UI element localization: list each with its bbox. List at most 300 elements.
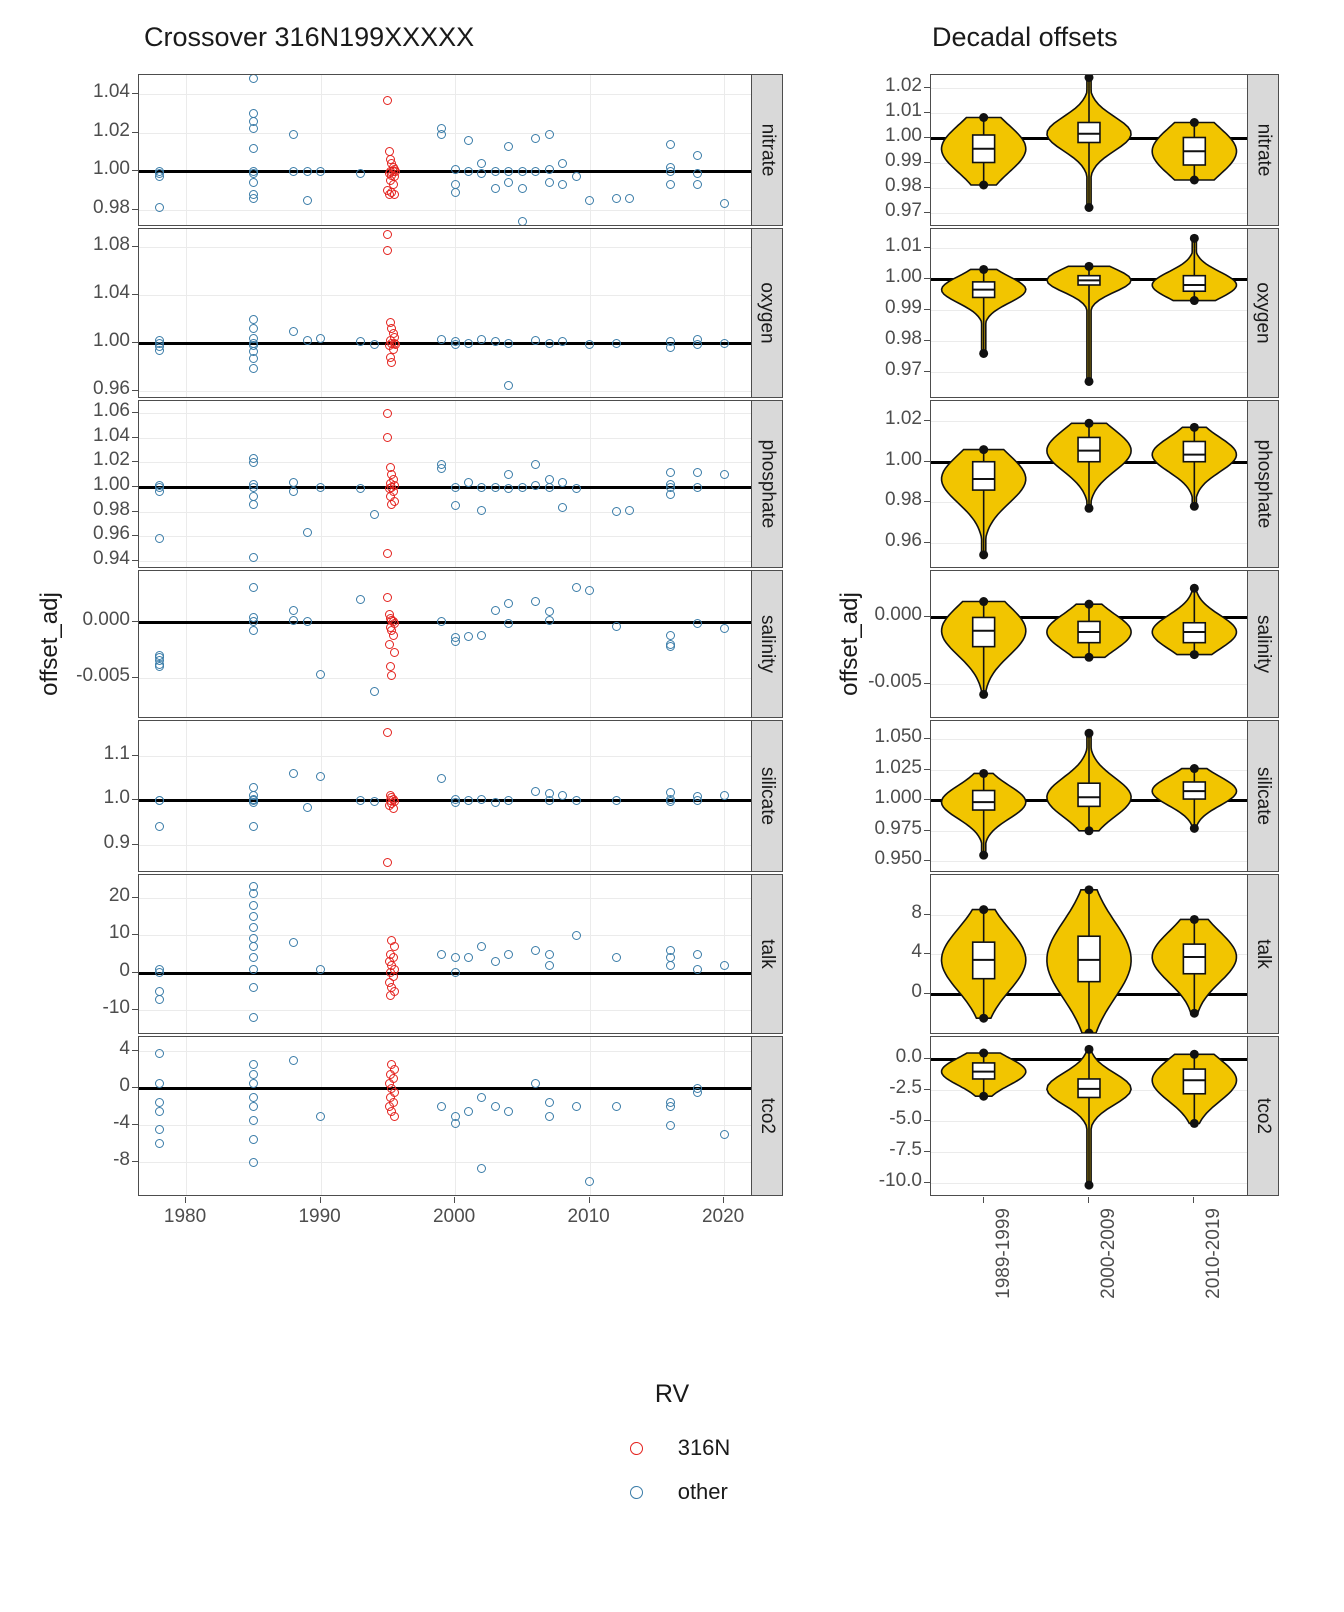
data-point-other [249,923,258,932]
data-point-other [558,159,567,168]
data-point-other [720,791,729,800]
data-point-other [545,607,554,616]
tick-mark [924,371,930,372]
tick-mark [132,437,138,438]
data-point-other [249,144,258,153]
outlier-point [1085,729,1094,738]
data-point-other [612,339,621,348]
data-point-other [437,774,446,783]
ytick-label: 0 [911,980,922,1002]
gridline-v [186,1037,187,1195]
data-point-other [545,178,554,187]
right-panel-phosphate [930,400,1248,568]
tick-mark [924,616,930,617]
tick-mark [132,342,138,343]
data-point-316N [383,246,392,255]
tick-mark [924,187,930,188]
reference-line [139,486,751,489]
gridline-v [186,75,187,225]
data-point-other [249,364,258,373]
tick-mark [924,420,930,421]
facet-label-tco2: tco2 [757,1098,779,1134]
right-panel-silicate [930,720,1248,872]
facet-label-talk: talk [756,939,778,969]
gridline-v [321,875,322,1033]
tick-mark [924,278,930,279]
data-point-other [491,957,500,966]
gridline-v [186,401,187,567]
gridline-h [139,512,751,513]
data-point-other [249,74,258,83]
data-point-other [693,619,702,628]
data-point-other [491,184,500,193]
data-point-other [289,938,298,947]
legend-marker-icon [630,1442,643,1455]
data-point-other [155,487,164,496]
data-point-other [531,787,540,796]
gridline-v [321,75,322,225]
data-point-316N [383,96,392,105]
left-strip-talk [751,874,783,1034]
ytick-label: 1.00 [93,330,130,351]
gridline-h [139,210,751,211]
data-point-other [464,632,473,641]
tick-mark [132,972,138,973]
gridline-h [139,247,751,248]
data-point-other [666,961,675,970]
gridline-v [321,571,322,717]
tick-mark [924,247,930,248]
gridline-h [139,1010,751,1011]
data-point-316N [390,648,399,657]
tick-mark [132,93,138,94]
data-point-other [437,464,446,473]
left-chart-title: Crossover 316N199XXXXX [144,22,475,52]
data-point-other [316,167,325,176]
ytick-label: 1.02 [93,119,130,141]
data-point-other [249,1060,258,1069]
ytick-label: 1.01 [885,234,922,256]
ytick-label: 0 [119,1075,130,1097]
data-point-other [558,791,567,800]
gridline-h [139,678,751,679]
outlier-point [1085,826,1094,835]
gridline-v [724,875,725,1033]
data-point-other [249,942,258,951]
outlier-point [979,445,988,454]
data-point-other [477,795,486,804]
ytick-label: 0 [119,959,130,981]
gridline-v [186,571,187,717]
tick-mark [924,309,930,310]
data-point-other [289,769,298,778]
data-point-other [666,343,675,352]
data-point-other [477,1164,486,1173]
data-point-other [504,796,513,805]
xtick-label: 2010-2019 [1203,1208,1225,1299]
outlier-point [979,349,988,358]
gridline-v [590,721,591,871]
violin-group-tco2 [931,1037,1247,1195]
data-point-other [249,178,258,187]
data-point-other [289,606,298,615]
ytick-label: 0.96 [93,378,130,399]
right-strip-tco2 [1247,1036,1279,1196]
data-point-other [720,470,729,479]
ytick-label: 4 [119,1037,130,1059]
data-point-other [693,180,702,189]
data-point-other [316,670,325,679]
gridline-h [139,1051,751,1052]
data-point-other [572,484,581,493]
left-panel-talk [138,874,752,1034]
data-point-316N [383,409,392,418]
data-point-other [155,1098,164,1107]
tick-mark [924,953,930,954]
data-point-other [477,942,486,951]
ytick-label: 1.050 [874,726,922,748]
data-point-other [155,1139,164,1148]
tick-mark [924,162,930,163]
data-point-other [491,798,500,807]
data-point-other [545,339,554,348]
data-point-other [612,953,621,962]
data-point-316N [385,190,394,199]
ytick-label: 1.08 [93,234,130,255]
outlier-point [1085,377,1094,386]
data-point-other [720,199,729,208]
gridline-h [139,413,751,414]
right-y-axis-label: offset_adj [836,592,863,696]
data-point-other [464,136,473,145]
data-point-other [249,953,258,962]
tick-mark [924,830,930,831]
data-point-other [316,965,325,974]
facet-label-nitrate: nitrate [1253,123,1274,177]
data-point-other [518,217,527,226]
tick-mark [132,412,138,413]
outlier-point [1190,1119,1199,1128]
data-point-other [531,597,540,606]
outlier-point [979,769,988,778]
data-point-other [477,631,486,640]
data-point-other [249,194,258,203]
data-point-other [249,500,258,509]
outlier-point [1190,118,1199,127]
violin-group-talk [931,875,1247,1033]
ytick-label: 0.97 [885,199,922,221]
right-strip-salinity [1247,570,1279,718]
left-panel-oxygen [138,228,752,398]
tick-mark [1088,1197,1089,1203]
gridline-h [139,756,751,757]
data-point-other [155,796,164,805]
data-point-other [303,528,312,537]
data-point-other [612,796,621,805]
data-point-other [518,483,527,492]
gridline-v [455,75,456,225]
gridline-v [455,229,456,397]
data-point-other [612,1102,621,1111]
ytick-label: 1.02 [885,74,922,96]
data-point-other [451,340,460,349]
data-point-other [693,950,702,959]
data-point-other [585,586,594,595]
outlier-point [1085,653,1094,662]
data-point-other [504,950,513,959]
legend-label: 316N [677,1435,731,1460]
legend [0,1380,1344,1523]
data-point-other [477,483,486,492]
facet-label-salinity: salinity [757,614,779,674]
data-point-other [249,1070,258,1079]
data-point-other [249,458,258,467]
tick-mark [185,1197,186,1203]
box [1078,437,1100,461]
data-point-other [491,1102,500,1111]
gridline-v [186,229,187,397]
ytick-label: 1.04 [93,424,130,446]
left-strip-phosphate [751,400,783,568]
data-point-other [572,1102,581,1111]
ytick-label: -10 [102,997,130,1019]
tick-mark [924,501,930,502]
box [1078,783,1100,806]
ytick-label: 0.98 [93,196,130,218]
right-panel-salinity [930,570,1248,718]
box [973,617,995,646]
ytick-label: 1.000 [874,787,922,809]
data-point-other [289,167,298,176]
right-strip-nitrate [1247,74,1279,226]
data-point-other [249,822,258,831]
data-point-other [720,624,729,633]
violin-group-oxygen [931,229,1247,397]
ytick-label: 0.96 [93,523,130,545]
legend-key [614,1442,660,1455]
facet-label-salinity: salinity [1253,614,1275,674]
ytick-label: 0.0 [895,1046,922,1068]
ytick-label: 1.00 [885,124,922,146]
data-point-other [249,965,258,974]
tick-mark [983,1197,984,1203]
data-point-other [370,510,379,519]
facet-label-silicate: silicate [1253,766,1275,826]
data-point-other [356,595,365,604]
outlier-point [1085,419,1094,428]
data-point-other [545,130,554,139]
tick-mark [132,170,138,171]
box [1183,944,1205,974]
outlier-point [1190,824,1199,833]
legend-item-316N[interactable] [614,1435,731,1461]
ytick-label: 0.97 [885,359,922,381]
tick-mark [924,1120,930,1121]
data-point-other [155,822,164,831]
data-point-other [155,1079,164,1088]
ytick-label: 1.02 [885,408,922,430]
tick-mark [132,132,138,133]
ytick-label: 1.00 [885,448,922,470]
xtick-label: 2000 [432,1206,476,1227]
data-point-other [249,617,258,626]
tick-mark [924,860,930,861]
ytick-label: 1.06 [93,400,130,422]
data-point-other [545,1098,554,1107]
data-point-other [464,1107,473,1116]
left-strip-nitrate [751,74,783,226]
right-strip-phosphate [1247,400,1279,568]
tick-mark [132,1124,138,1125]
gridline-v [724,229,725,397]
data-point-other [504,470,513,479]
ytick-label: 0.96 [885,529,922,551]
ytick-label: 0.98 [885,174,922,196]
ytick-label: -5.0 [889,1107,922,1129]
reference-line [139,799,751,802]
data-point-other [289,487,298,496]
data-point-other [491,606,500,615]
data-point-other [477,506,486,515]
xtick-label: 1989-1999 [992,1208,1014,1299]
ytick-label: 1.01 [885,99,922,121]
tick-mark [924,1182,930,1183]
outlier-point [1085,75,1094,82]
data-point-other [451,953,460,962]
data-point-other [666,1121,675,1130]
tick-mark [132,246,138,247]
outlier-point [979,1049,988,1058]
violin-group-phosphate [931,401,1247,567]
tick-mark [924,683,930,684]
ytick-label: 1.02 [93,449,130,471]
outlier-point [979,597,988,606]
data-point-other [356,796,365,805]
facet-label-nitrate: nitrate [757,123,778,177]
data-point-other [666,631,675,640]
data-point-other [249,912,258,921]
data-point-other [249,983,258,992]
right-strip-oxygen [1247,228,1279,398]
data-point-other [531,946,540,955]
ytick-label: 8 [911,901,922,923]
legend-key [614,1486,660,1499]
legend-label: other [677,1479,728,1504]
data-point-other [504,484,513,493]
gridline-v [724,1037,725,1195]
gridline-v [724,571,725,717]
data-point-other [518,167,527,176]
left-strip-tco2 [751,1036,783,1196]
tick-mark [1193,1197,1194,1203]
outlier-point [979,905,988,914]
data-point-other [437,130,446,139]
data-point-other [585,1177,594,1186]
ytick-label: -10.0 [878,1169,922,1191]
data-point-other [249,583,258,592]
data-point-other [249,1093,258,1102]
ytick-label: -8 [113,1149,130,1171]
legend-item-other[interactable] [614,1479,731,1505]
outlier-point [979,690,988,699]
data-point-316N [383,728,392,737]
data-point-other [303,803,312,812]
outlier-point [979,265,988,274]
data-point-other [451,165,460,174]
tick-mark [924,993,930,994]
tick-mark [132,535,138,536]
data-point-other [491,483,500,492]
left-y-axis-label: offset_adj [36,592,63,696]
data-point-other [249,1116,258,1125]
ytick-label: 0.98 [885,328,922,349]
data-point-other [666,180,675,189]
ytick-label: 1.00 [93,474,130,496]
data-point-other [289,478,298,487]
data-point-other [464,167,473,176]
outlier-point [1190,1009,1199,1018]
violin-group-salinity [931,571,1247,717]
outlier-point [1190,1050,1199,1059]
data-point-other [666,797,675,806]
data-point-other [666,140,675,149]
data-point-other [504,381,513,390]
facet-label-oxygen: oxygen [757,282,778,344]
data-point-316N [383,858,392,867]
gridline-h [139,561,751,562]
data-point-other [356,169,365,178]
outlier-point [979,1092,988,1101]
data-point-316N [386,662,395,671]
outlier-point [1190,764,1199,773]
reference-line [139,170,751,173]
data-point-other [451,483,460,492]
tick-mark [924,87,930,88]
data-point-other [155,1125,164,1134]
gridline-v [724,401,725,567]
data-point-other [155,1107,164,1116]
gridline-v [590,401,591,567]
data-point-other [370,797,379,806]
outlier-point [979,550,988,559]
tick-mark [924,212,930,213]
data-point-other [612,622,621,631]
data-point-other [249,1079,258,1088]
data-point-other [437,335,446,344]
ytick-label: 1.1 [103,743,130,765]
data-point-other [545,796,554,805]
tick-mark [132,294,138,295]
ytick-label: 0.000 [874,604,922,626]
outlier-point [1190,234,1199,243]
data-point-other [504,599,513,608]
data-point-other [303,167,312,176]
tick-mark [132,755,138,756]
data-point-other [155,968,164,977]
data-point-other [545,961,554,970]
data-point-316N [389,631,398,640]
right-strip-talk [1247,874,1279,1034]
data-point-other [504,339,513,348]
data-point-316N [389,804,398,813]
box [1183,441,1205,461]
gridline-h [139,536,751,537]
tick-mark [589,1197,590,1203]
right-panel-talk [930,874,1248,1034]
ytick-label: 4 [911,941,922,962]
outlier-point [1190,502,1199,511]
data-point-other [249,315,258,324]
